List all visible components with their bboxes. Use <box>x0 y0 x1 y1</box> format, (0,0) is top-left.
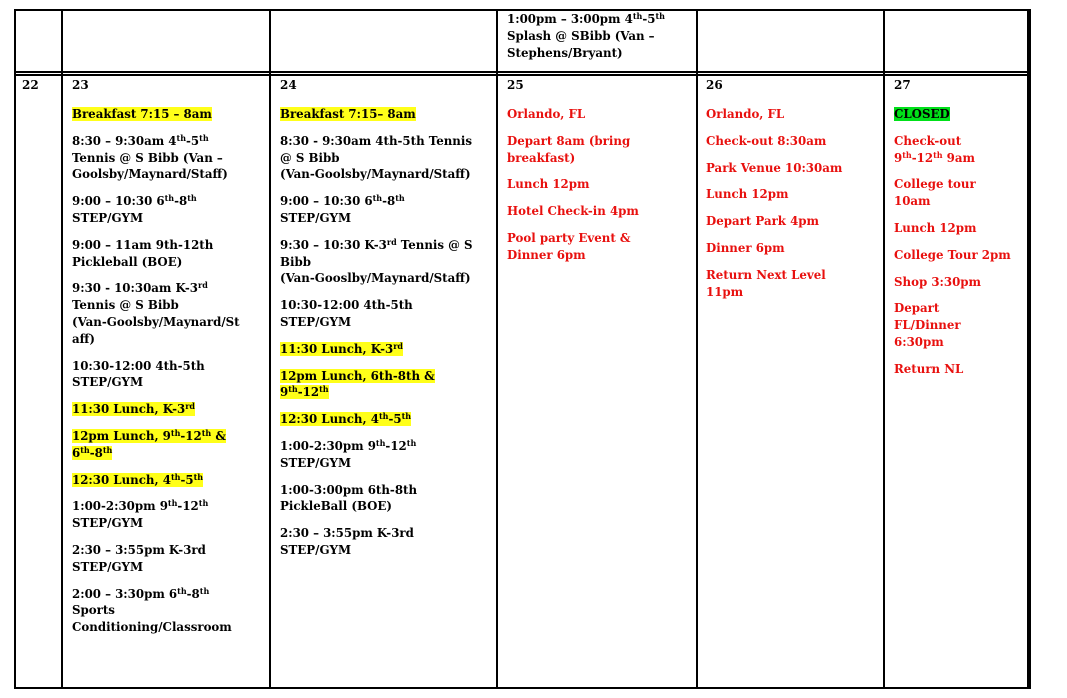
text: th <box>632 11 643 21</box>
day-26-column <box>706 106 880 310</box>
text: 12:30 Lunch, 4 <box>72 472 171 487</box>
event-lunch: Lunch 12pm <box>507 177 590 192</box>
event-step-6-8 <box>72 193 266 227</box>
day-number: 27 <box>894 78 911 92</box>
event-lunch: Lunch 12pm <box>894 220 977 235</box>
text: (Van-Goolsby/Maynard/Staff) <box>280 167 471 182</box>
grid-line <box>269 9 271 689</box>
event-pickleball <box>280 482 494 516</box>
text: Breakfast 7:15 – 8am <box>72 107 212 121</box>
text: th <box>167 498 178 509</box>
text: th <box>177 585 187 596</box>
text <box>280 342 403 356</box>
text: -5 <box>180 472 194 487</box>
text: 11:30 Lunch, K-3 <box>72 402 186 417</box>
text: CLOSED <box>894 107 950 121</box>
text: -12 <box>297 385 320 400</box>
text: 6 <box>72 445 81 460</box>
text: (Van-Gooslby/Maynard/Staff) <box>280 271 471 286</box>
text: -8 <box>186 586 200 601</box>
text: Pool party Event & <box>507 230 631 245</box>
day-number: 24 <box>280 78 297 92</box>
event-checkout <box>894 133 1026 167</box>
event-dinner: Dinner 6pm <box>706 240 785 255</box>
grid-line <box>14 687 1031 689</box>
text: th <box>288 384 298 395</box>
event-location: Orlando, FL <box>507 107 586 121</box>
event-park-venue: Park Venue 10:30am <box>706 160 843 175</box>
text: STEP/GYM <box>72 210 144 225</box>
text: 2:00 – 3:30pm 6 <box>72 586 178 601</box>
grid-line <box>61 9 63 689</box>
text: th <box>378 411 389 422</box>
event-hotel-checkin: Hotel Check-in 4pm <box>507 204 639 219</box>
text: Tennis @ S <box>396 237 473 252</box>
day-number: 23 <box>72 78 89 92</box>
text: Pickleball (BOE) <box>72 254 183 269</box>
text: th <box>319 384 329 395</box>
event-lunch-9-12 <box>72 428 266 462</box>
text: th <box>201 427 212 438</box>
event-lunch-4-5 <box>280 411 494 428</box>
grid-line <box>696 9 698 689</box>
grid-line <box>1029 9 1031 689</box>
text: -8 <box>89 445 103 460</box>
event-college-tour <box>894 176 1026 210</box>
text: Tennis @ S Bibb <box>72 298 179 313</box>
grid-line <box>883 9 885 689</box>
text: th <box>395 193 405 204</box>
text: 1:00-3:00pm 6th-8th <box>280 482 418 497</box>
text: 9:00 – 11am 9th-12th <box>72 237 214 252</box>
event-tennis-k3 <box>72 280 266 347</box>
text: 12pm Lunch, 9 <box>72 428 171 443</box>
text: (Van-Goolsby/Maynard/St <box>72 314 240 329</box>
text: STEP/GYM <box>280 314 352 329</box>
text: 10:30-12:00 4th-5th <box>72 358 205 373</box>
text: -5 <box>388 412 402 427</box>
event-sports-conditioning <box>72 586 266 636</box>
event-lunch-k3 <box>72 401 266 418</box>
text: aff) <box>72 331 95 346</box>
text: Conditioning/Classroom <box>72 620 232 635</box>
event-step-9-12 <box>280 438 494 472</box>
text: 8:30 - 9:30am 4th-5th Tennis <box>280 133 472 148</box>
text: th <box>176 132 187 143</box>
text: 6:30pm <box>894 334 944 349</box>
text: Dinner 6pm <box>507 247 586 262</box>
grid-line <box>14 9 16 689</box>
text: th <box>375 437 386 448</box>
text: PickleBall (BOE) <box>280 499 393 514</box>
text: @ S Bibb <box>280 150 340 165</box>
text <box>72 446 112 460</box>
text: Depart 8am (bring <box>507 133 631 148</box>
text: Stephens/Bryant) <box>507 45 623 60</box>
text: STEP/GYM <box>72 375 144 390</box>
event-step-k3 <box>72 542 266 576</box>
event-lunch-4-5 <box>72 472 266 489</box>
event-pickleball <box>72 237 266 271</box>
event-tennis-4-5 <box>280 133 494 183</box>
text: 9 <box>894 150 903 165</box>
text: STEP/GYM <box>280 455 352 470</box>
text: Bibb <box>280 254 311 269</box>
text: th <box>655 11 665 21</box>
text: 9am <box>942 150 976 165</box>
text: th <box>401 411 412 422</box>
event-checkout: Check-out 8:30am <box>706 133 827 148</box>
text: Tennis @ S Bibb (Van – <box>72 150 223 165</box>
text: -12 <box>385 438 407 453</box>
text: th <box>406 437 417 448</box>
text: 8:30 – 9:30am 4 <box>72 133 177 148</box>
day-number: 22 <box>22 78 39 92</box>
event-return: Return NL <box>894 361 964 376</box>
text: -5 <box>186 133 200 148</box>
text: th <box>102 444 113 455</box>
text: 2:30 – 3:55pm K-3rd <box>280 526 414 541</box>
text: 9:00 – 10:30 6 <box>280 194 373 209</box>
text: -12 <box>911 150 934 165</box>
text: breakfast) <box>507 150 576 165</box>
text: th <box>187 193 197 204</box>
text: STEP/GYM <box>72 516 144 531</box>
text: 12:30 Lunch, 4 <box>280 412 379 427</box>
text: -5 <box>642 12 656 26</box>
text: Return Next Level <box>706 267 826 282</box>
text: rd <box>198 280 208 291</box>
text: STEP/GYM <box>72 559 144 574</box>
event-step-9-12 <box>72 498 266 532</box>
text: -12 <box>177 499 199 514</box>
text: Splash @ SBibb (Van – <box>507 28 655 43</box>
event-college-tour-2: College Tour 2pm <box>894 247 1011 262</box>
text <box>72 402 195 416</box>
event-tennis-4-5 <box>72 133 266 183</box>
text: 1:00-2:30pm 9 <box>280 438 376 453</box>
text <box>72 429 226 443</box>
text: -12 <box>180 428 202 443</box>
text: th <box>164 193 175 204</box>
event-location: Orlando, FL <box>706 107 785 121</box>
event-step-6-8 <box>280 193 494 227</box>
day-number: 25 <box>507 78 524 92</box>
event-depart <box>507 133 693 167</box>
text: STEP/GYM <box>280 542 352 557</box>
top-row-col25 <box>507 11 692 71</box>
text: Check-out <box>894 133 962 148</box>
text: 11pm <box>706 284 744 299</box>
day-23-column <box>72 106 266 646</box>
text: th <box>198 498 209 509</box>
text <box>280 412 411 426</box>
event-shop: Shop 3:30pm <box>894 274 982 289</box>
event-lunch-k3 <box>280 341 494 358</box>
text: 11:30 Lunch, K-3 <box>280 341 394 356</box>
text: 10:30-12:00 4th-5th <box>280 298 413 313</box>
text: -8 <box>174 194 188 209</box>
text: & <box>211 428 227 443</box>
event-breakfast <box>280 106 494 123</box>
event-lunch: Lunch 12pm <box>706 187 789 202</box>
text: th <box>170 427 181 438</box>
text: 9 <box>280 385 289 400</box>
text: 10am <box>894 194 931 209</box>
text: College tour <box>894 177 976 192</box>
text: -8 <box>382 194 396 209</box>
text: Goolsby/Maynard/Staff) <box>72 167 228 182</box>
text <box>72 473 203 487</box>
event-step-4-5 <box>280 297 494 331</box>
event-tennis-k3 <box>280 237 494 287</box>
text: th <box>199 132 209 143</box>
grid-line <box>14 74 1031 76</box>
text: 9:30 - 10:30am K-3 <box>72 281 199 296</box>
event-lunch-6-12 <box>280 368 494 402</box>
text: 9:30 – 10:30 K-3 <box>280 237 387 252</box>
event-return <box>706 267 880 301</box>
text: th <box>902 149 912 160</box>
event-step-k3 <box>280 525 494 559</box>
text: 12pm Lunch, 6th-8th & <box>280 368 435 383</box>
event-depart-dinner <box>894 300 1026 350</box>
event-depart-park: Depart Park 4pm <box>706 214 820 229</box>
event-splash <box>507 11 692 61</box>
event-breakfast <box>72 106 266 123</box>
text: th <box>193 471 204 482</box>
text: 1:00-2:30pm 9 <box>72 499 168 514</box>
text: th <box>372 193 383 204</box>
text: STEP/GYM <box>280 210 352 225</box>
text: rd <box>185 401 196 412</box>
text: th <box>170 471 181 482</box>
text: th <box>199 585 210 596</box>
day-number: 26 <box>706 78 723 92</box>
text: rd <box>393 340 404 351</box>
event-step-4-5 <box>72 358 266 392</box>
text: 9:00 – 10:30 6 <box>72 194 165 209</box>
status-badge <box>894 106 1026 123</box>
text: th <box>933 149 943 160</box>
text: Depart <box>894 301 940 316</box>
event-pool-party <box>507 230 693 264</box>
text: 2:30 – 3:55pm K-3rd <box>72 542 206 557</box>
day-27-column <box>894 106 1026 388</box>
text: Sports <box>72 603 115 618</box>
day-25-column <box>507 106 693 274</box>
day-24-column <box>280 106 494 569</box>
text: Breakfast 7:15– 8am <box>280 107 416 121</box>
text: FL/Dinner <box>894 318 961 333</box>
text: th <box>80 444 90 455</box>
text: rd <box>386 236 397 247</box>
text <box>280 385 329 399</box>
grid-line <box>496 9 498 689</box>
text: 1:00pm – 3:00pm 4 <box>507 12 633 26</box>
